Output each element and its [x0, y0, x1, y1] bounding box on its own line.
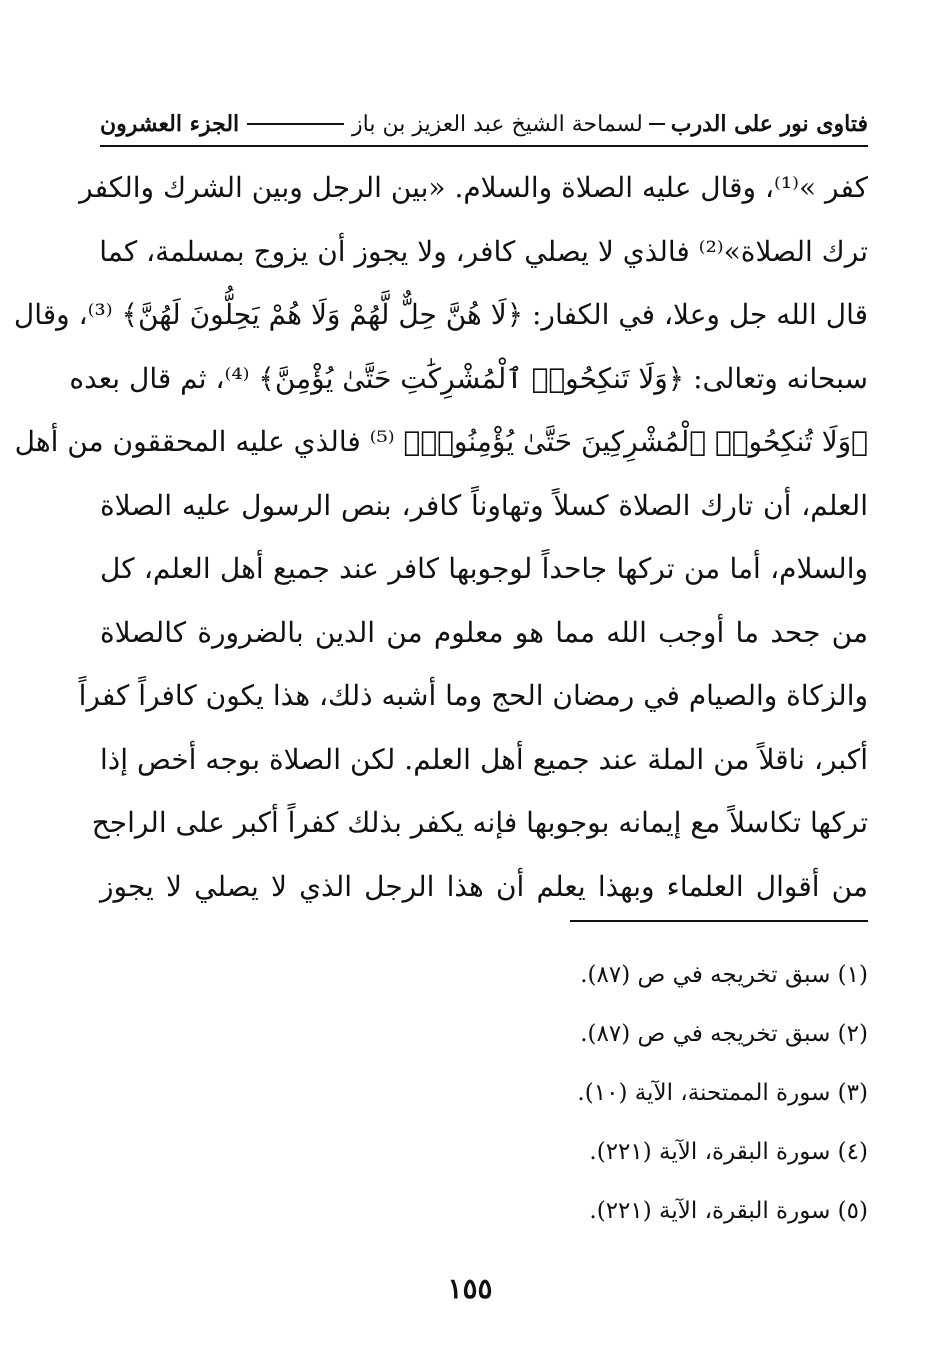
- footnote: (٣) سورة الممتحنة، الآية (١٠).: [577, 1080, 868, 1106]
- text-line: والسلام، أما من تركها جاحداً لوجوبها كافر عند جميع أهل العلم، كل: [100, 552, 868, 585]
- text-line: والزكاة والصيام في رمضان الحج وما أشبه ذلك، هذا يكون كافراً كفراً: [78, 679, 868, 712]
- page-number: ١٥٥: [447, 1272, 493, 1305]
- header-rule: [100, 145, 868, 147]
- running-header: [100, 104, 868, 144]
- author-name: لسماحة الشيخ عبد العزيز بن باز: [352, 111, 643, 137]
- text-line: ﴿وَلَا تُنكِحُوا۟ ٱلْمُشْرِكِينَ حَتَّىٰ يُؤْمِنُوا۟﴾ ⁽⁵⁾ فالذي عليه المحققون من أهل: [14, 425, 868, 458]
- book-title: فتاوى نور على الدرب: [670, 111, 868, 137]
- text-line: تركها تكاسلاً مع إيمانه بوجوبها فإنه يكفر بذلك كفراً أكبر على الراجح: [91, 806, 868, 839]
- main-text: [13, 156, 868, 918]
- footnote: (١) سبق تخريجه في ص (٨٧).: [580, 962, 868, 988]
- part-title: الجزء العشرون: [100, 111, 240, 137]
- text-line: كفر »⁽¹⁾، وقال عليه الصلاة والسلام. «بين الرجل وبين الشرك والكفر: [79, 171, 868, 204]
- header-long-dash: [247, 123, 344, 125]
- footnote-separator: [570, 920, 868, 922]
- text-line: ترك الصلاة»⁽²⁾ فالذي لا يصلي كافر، ولا يجوز أن يزوج بمسلمة، كما: [99, 234, 868, 268]
- text-line: سبحانه وتعالى: ﴿وَلَا تَنكِحُوا۟ ٱلْمُشْرِكَٰتِ حَتَّىٰ يُؤْمِنَّ﴾ ⁽⁴⁾، ثم قال بعده: [69, 361, 868, 395]
- footnote: (٤) سورة البقرة، الآية (٢٢١).: [589, 1139, 868, 1165]
- footnote: (٥) سورة البقرة، الآية (٢٢١).: [589, 1198, 868, 1224]
- text-line: من أقوال العلماء وبهذا يعلم أن هذا الرجل الذي لا يصلي لا يجوز: [100, 869, 868, 903]
- header-dash: [649, 123, 665, 125]
- text-line: أكبر، ناقلاً من الملة عند جميع أهل العلم. لكن الصلاة بوجه أخص إذا: [100, 742, 868, 776]
- text-line: قال الله جل وعلا، في الكفار: ﴿لَا هُنَّ حِلٌّ لَّهُمْ وَلَا هُمْ يَحِلُّونَ لَهُنَّ﴾ ⁽³⁾، وقال: [13, 298, 868, 331]
- text-line: من جحد ما أوجب الله مما هو معلوم من الدين بالضرورة كالصلاة: [100, 615, 868, 649]
- text-line: العلم، أن تارك الصلاة كسلاً وتهاوناً كافر، بنص الرسول عليه الصلاة: [100, 488, 868, 522]
- footnotes: [300, 946, 868, 1241]
- footnote: (٢) سبق تخريجه في ص (٨٧).: [580, 1021, 868, 1047]
